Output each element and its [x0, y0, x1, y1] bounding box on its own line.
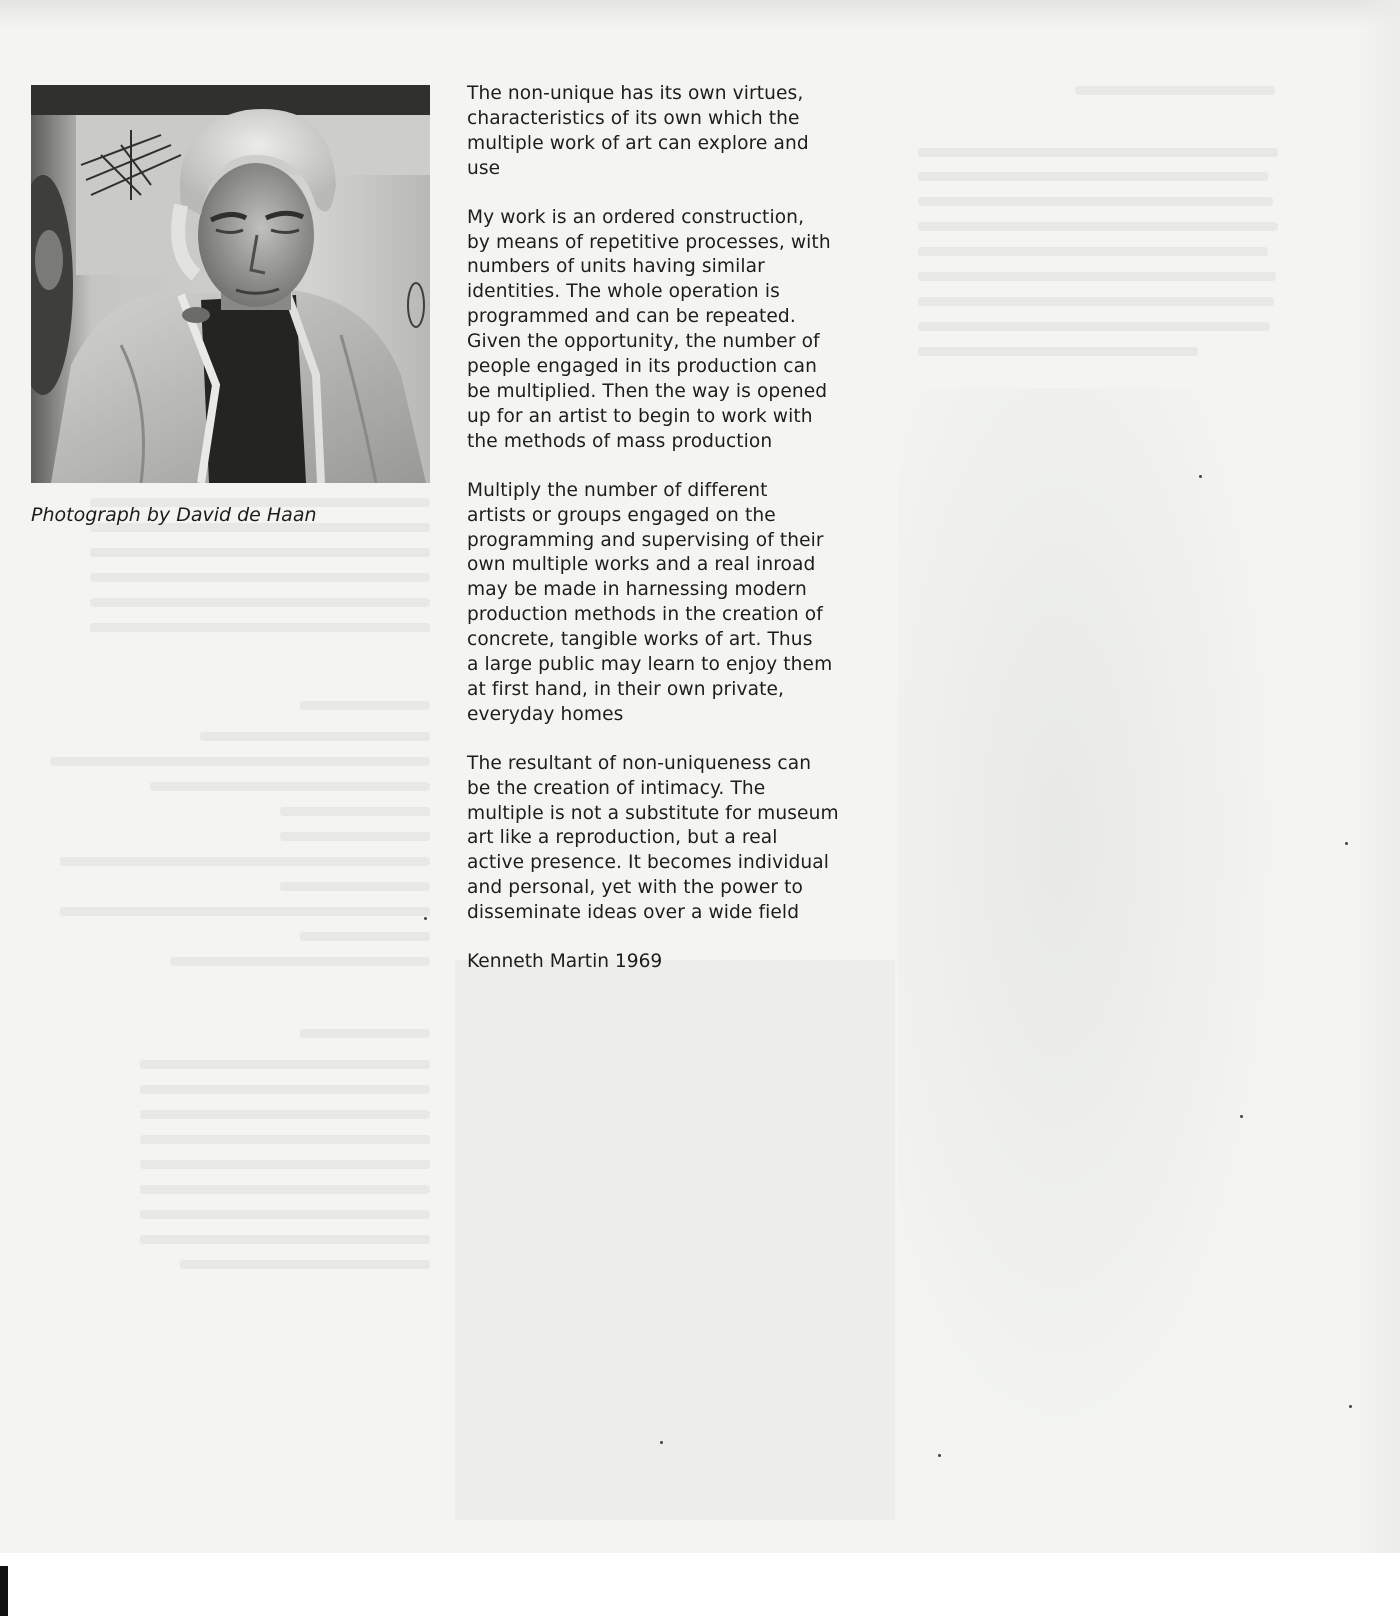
- show-through-block: [455, 960, 895, 1520]
- scan-bottom-margin: [0, 1553, 1400, 1616]
- show-through-line: [140, 1235, 430, 1244]
- scan-edge-strip: [0, 1566, 8, 1616]
- show-through-line: [90, 548, 430, 557]
- dust-speck: [938, 1454, 941, 1457]
- show-through-line: [280, 807, 430, 816]
- show-through-line: [300, 701, 430, 710]
- show-through-line: [200, 732, 430, 741]
- show-through-artwork: [898, 388, 1300, 1508]
- show-through-line: [300, 932, 430, 941]
- dust-speck: [660, 1441, 663, 1444]
- show-through-line: [918, 272, 1276, 281]
- show-through-line: [918, 222, 1278, 231]
- show-through-line: [918, 247, 1268, 256]
- photo-caption: Photograph by David de Haan: [31, 504, 317, 526]
- show-through-line: [140, 1135, 430, 1144]
- author-signature: Kenneth Martin 1969: [467, 951, 663, 973]
- show-through-line: [140, 1160, 430, 1169]
- scan-top-shadow: [0, 0, 1400, 28]
- show-through-line: [140, 1185, 430, 1194]
- dust-speck: [1199, 475, 1202, 478]
- show-through-line: [170, 957, 430, 966]
- paragraph-ordered-construction: My work is an ordered construction, by means of repetitive processes, with numbers of units having similar identities. The whole operation is programmed and can be repeated. Given the opportunity, the number of people engaged in its production can be multiplied. Then the way is opened up for an artist to begin to work with the methods of mass production: [467, 206, 831, 452]
- show-through-line: [918, 322, 1270, 331]
- dust-speck: [1240, 1115, 1243, 1118]
- show-through-line: [50, 757, 430, 766]
- show-through-line: [140, 1060, 430, 1069]
- show-through-line: [140, 1110, 430, 1119]
- show-through-line: [1075, 86, 1275, 95]
- paragraph-multiply-artists: Multiply the number of different artists or groups engaged on the programming and supervising of their own multiple works and a real inroad may be made in harnessing modern production methods in the creation of concrete, tangible works of art. Thus a large public may learn to enjoy them at first hand, in their own private, everyday homes: [467, 479, 833, 725]
- show-through-line: [280, 832, 430, 841]
- artist-photograph: [31, 85, 430, 483]
- show-through-line: [280, 882, 430, 891]
- scan-right-shadow: [1356, 0, 1400, 1553]
- show-through-line: [90, 573, 430, 582]
- show-through-line: [140, 1085, 430, 1094]
- show-through-line: [90, 598, 430, 607]
- dust-speck: [1349, 1405, 1352, 1408]
- dust-speck: [1345, 842, 1348, 845]
- show-through-line: [90, 623, 430, 632]
- show-through-line: [140, 1210, 430, 1219]
- dust-speck: [424, 917, 427, 920]
- show-through-line: [918, 148, 1278, 157]
- show-through-line: [918, 347, 1198, 356]
- paragraph-intimacy: The resultant of non-uniqueness can be the creation of intimacy. The multiple is not a substitute for museum art like a reproduction, but a real active presence. It becomes individual and personal, yet with the power to disseminate ideas over a wide field: [467, 752, 839, 924]
- show-through-line: [150, 782, 430, 791]
- show-through-line: [918, 197, 1273, 206]
- show-through-line: [180, 1260, 430, 1269]
- show-through-line: [60, 907, 430, 916]
- paragraph-non-unique: The non-unique has its own virtues, characteristics of its own which the multiple work of art can explore and use: [467, 83, 809, 179]
- show-through-line: [918, 297, 1274, 306]
- show-through-line: [300, 1029, 430, 1038]
- show-through-line: [60, 857, 430, 866]
- show-through-line: [918, 172, 1268, 181]
- statement-text-column: [467, 82, 887, 975]
